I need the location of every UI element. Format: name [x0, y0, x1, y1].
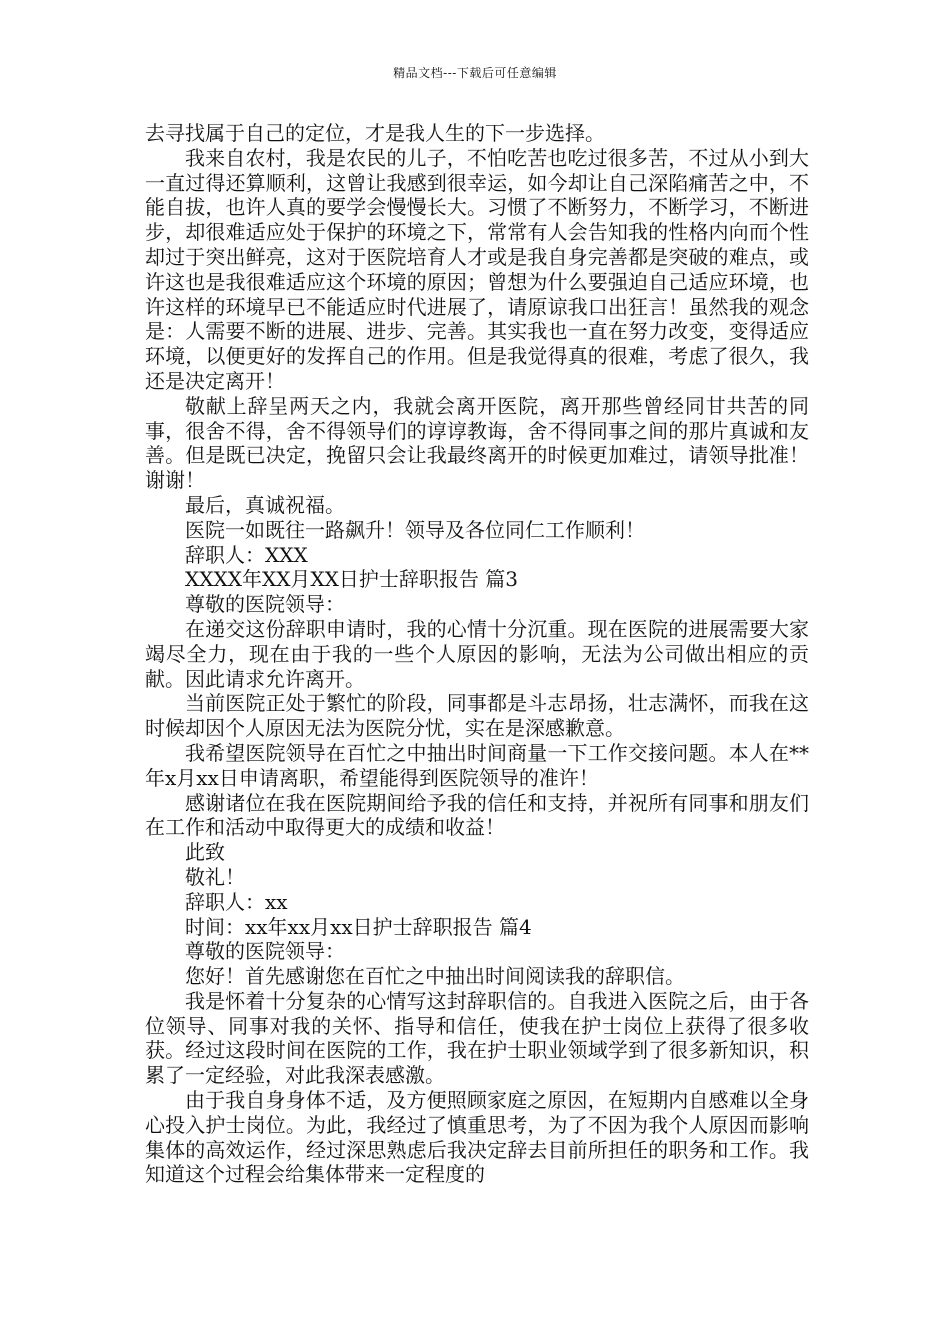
signature-line: 辞职人：xx	[185, 889, 288, 914]
paragraph-continuation: 去寻找属于自己的定位，才是我人生的下一步选择。	[145, 121, 605, 145]
paragraph-gratitude: 我是怀着十分复杂的心情写这封辞职信的。自我进入医院之后，由于各位领导、同事对我的关怀、指导和信任，使我在护士岗位上获得了很多收获。经过这段时间在医院的工作，我在护士职业领域学到了很多新知识，积累了一定经验，对此我深表感激。	[145, 988, 809, 1088]
section-title-4: 时间：xx年xx月xx日护士辞职报告 篇4	[185, 914, 532, 939]
section-title-3: XXXX年XX月XX日护士辞职报告 篇3	[185, 567, 518, 592]
paragraph-busy-period: 当前医院正处于繁忙的阶段，同事都是斗志昂扬，壮志满怀，而我在这时候却因个人原因无法为医院分忧，实在是深感歉意。	[145, 691, 809, 741]
document-body	[145, 121, 809, 1187]
salutation: 尊敬的医院领导：	[185, 592, 345, 617]
paragraph-greeting: 您好！首先感谢您在百忙之中抽出时间阅读我的辞职信。	[185, 964, 685, 989]
signature-line: 辞职人：XXX	[185, 542, 308, 567]
salutation: 尊敬的医院领导：	[185, 939, 345, 964]
paragraph-farewell: 敬献上辞呈两天之内，我就会离开医院，离开那些曾经同甘共苦的同事，很舍不得，舍不得领导们的谆谆教诲，舍不得同事之间的那片真诚和友善。但是既已决定，挽留只会让我最终离开的时候更加难过，请领导批准！谢谢！	[145, 393, 809, 493]
paragraph-submission: 在递交这份辞职申请时，我的心情十分沉重。现在医院的进展需要大家竭尽全力，现在由于我的一些个人原因的影响，无法为公司做出相应的贡献。因此请求允许离开。	[145, 616, 809, 691]
paragraph-handover: 我希望医院领导在百忙之中抽出时间商量一下工作交接问题。本人在**年x月xx日申请离职，希望能得到医院领导的准许！	[145, 740, 809, 790]
paragraph-reason: 由于我自身身体不适，及方便照顾家庭之原因，在短期内自感难以全身心投入护士岗位。为此，我经过了慎重思考，为了不因为我个人原因而影响集体的高效运作，经过深思熟虑后我决定辞去目前所担任的职务和工作。我知道这个过程会给集体带来一定程度的	[145, 1088, 809, 1187]
page-header: 精品文档---下载后可任意编辑	[393, 66, 557, 80]
closing-phrase: 此致	[185, 840, 225, 865]
paragraph-blessing: 医院一如既往一路飙升！领导及各位同仁工作顺利！	[185, 517, 645, 542]
paragraph-background: 我来自农村，我是农民的儿子，不怕吃苦也吃过很多苦，不过从小到大一直过得还算顺利，这曾让我感到很幸运，如今却让自己深陷痛苦之中，不能自拔，也许人真的要学会慢慢长大。习惯了不断努力，不断学习，不断进步，却很难适应处于保护的环境之下，常常有人会告知我的性格内向而个性却过于突出鲜亮，这对于医院培育人才或是我自身完善都是突破的难点，或许这也是我很难适应这个环境的原因；曾想为什么要强迫自己适应环境，也许这样的环境早已不能适应时代进展了，请原谅我口出狂言！虽然我的观念是：人需要不断的进展、进步、完善。其实我也一直在努力改变，变得适应环境，以便更好的发挥自己的作用。但是我觉得真的很难，考虑了很久，我还是决定离开！	[145, 145, 809, 393]
paragraph-thanks: 感谢诸位在我在医院期间给予我的信任和支持，并祝所有同事和朋友们在工作和活动中取得更大的成绩和收益！	[145, 790, 809, 840]
paragraph-closing-wish: 最后，真诚祝福。	[185, 492, 345, 517]
closing-regards: 敬礼！	[185, 864, 245, 889]
